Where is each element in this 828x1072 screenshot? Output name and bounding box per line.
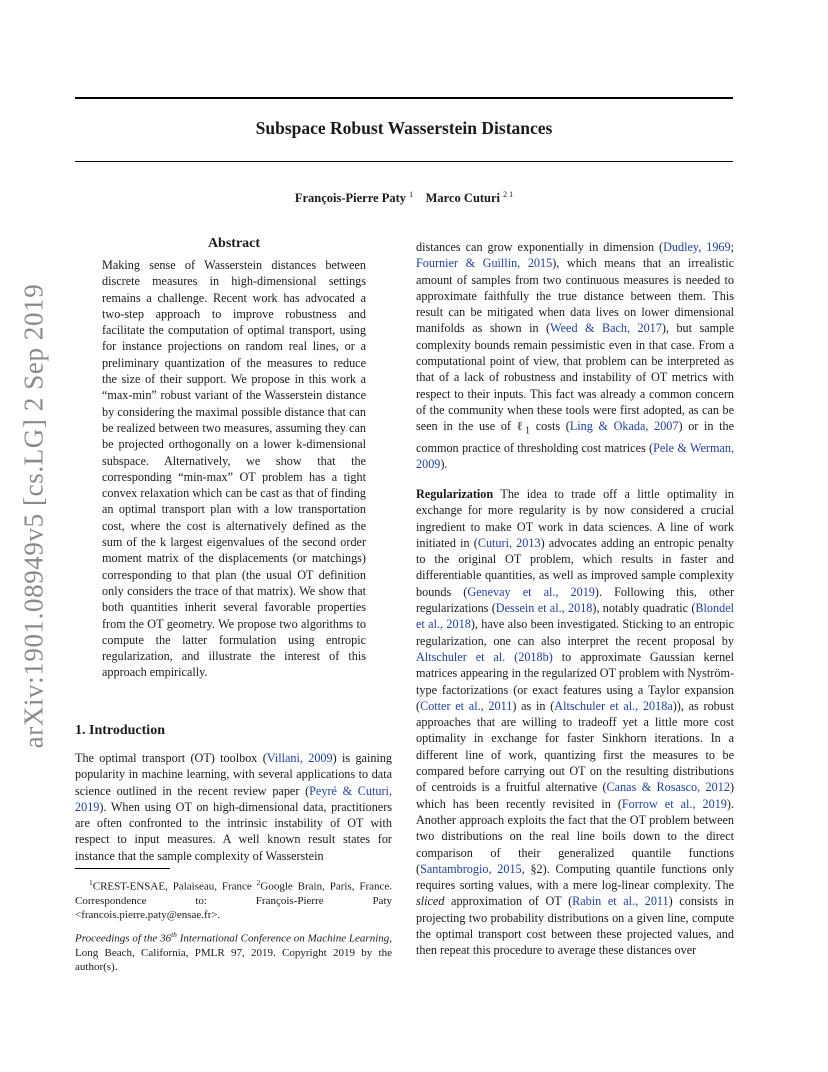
citation-link[interactable]: Fournier & Guillin, 2015	[416, 256, 553, 271]
body-text: , §2). Computing quantile functions only requires sorting values, with a mere log-linear complexity. The	[416, 861, 734, 893]
body-text: The idea to trade off a little optimality in exchange for more regularity is by now considered a crucial ingredient to make OT work in data sciences. A line of work initiated in (	[416, 487, 734, 550]
citation-link[interactable]: Forrow et al., 2019	[621, 796, 727, 811]
subscript: 1	[525, 425, 531, 437]
body-text: ), notably quadratic (	[592, 601, 696, 616]
body-text: ). When using OT on high-dimensional data, practitioners are often confronted to the intrinsic instability of OT with respect to input measures. A well known result states for instance that the sample complexity of Wasserstein	[75, 799, 392, 863]
author-affiliation-mark: 1	[409, 190, 414, 199]
body-text: The optimal transport (OT) toolbox (	[75, 751, 267, 765]
body-text: ). Following this, other regularizations (	[416, 584, 735, 616]
body-text: ) as in (	[512, 698, 555, 713]
body-text: approximation of OT (	[444, 894, 573, 909]
introduction-paragraph	[75, 750, 392, 864]
citation-link[interactable]: Altschuler et al. (2018b)	[416, 649, 553, 664]
author-name: François-Pierre Paty	[294, 191, 406, 206]
citation-link[interactable]: Cuturi, 2013	[477, 535, 541, 550]
citation-link[interactable]: Dudley, 1969	[663, 240, 731, 254]
arxiv-side-stamp	[14, 283, 54, 749]
right-column-paragraph-1	[416, 239, 734, 473]
abstract-body: Making sense of Wasserstein distances between discrete measures in high-dimensional settings remains a challenge. Recent work has advocated a two-step approach to improve robustness and facilitate the computation of optimal transport, using for instance projections on random real lines, or a preliminary quantization of the measures to reduce the size of their support. We propose in this work a “max-min” robust variant of the Wasserstein distance by considering the maximal possible distance that can be realized between two measures, assuming they can be projected orthogonally on a lower k-dimensional subspace. Alternatively, we show that the corresponding “min-max” OT problem has a tight convex relaxation which can be cast as that of finding an optimal transport plan with a low transportation cost, where the cost is alternatively defined as the sum of the k largest eigenvalues of the second order moment matrix of the displacements (or matchings) corresponding to that plan (the usual OT definition only considers the trace of that matrix). We show that both quantities inherit several favorable properties from the OT geometry. We propose two algorithms to compute the latter formulation using entropic regularization, and illustrate the interest of this approach empirically.	[102, 258, 366, 680]
body-text: ) consists in projecting two probability distributions on a given line, compute the optimal transport cost between these projected values, and then repeat this procedure to average these distances over	[416, 894, 734, 958]
citation-link[interactable]: Altschuler et al., 2018a	[554, 698, 673, 713]
body-text: ), have also been investigated. Sticking to an entropic regularization, one can also interpret the recent proposal by	[416, 617, 735, 648]
emphasis-text: sliced	[416, 894, 445, 909]
footnote-text: Google Brain, Paris, France. Correspondence to: François-Pierre Paty <francois.pierre.paty@ensae.fr>.	[75, 880, 393, 922]
affiliation-footnote	[75, 876, 392, 922]
citation-link[interactable]: Dessein et al., 2018	[495, 601, 593, 616]
proceedings-text: International Conference on Machine Learning	[176, 932, 390, 945]
body-text: ).	[440, 457, 448, 472]
footnote-mark: 2	[256, 878, 261, 887]
body-text: to approximate Gaussian kernel matrices appearing in the regularized OT problem with Nyström-type factorizations (or exact features using a Taylor expansion (	[416, 649, 734, 713]
footnote-mark: 1	[89, 878, 93, 887]
paper-title: Subspace Robust Wasserstein Distances	[255, 118, 553, 138]
paragraph-label: Regularization	[416, 487, 494, 501]
introduction-heading: 1. Introduction	[75, 723, 165, 738]
author-line	[75, 190, 733, 206]
body-text: ) advocates adding an entropic penalty to the original OT problem, which results in faster and differentiable quantities, as well as improved sample complexity bounds (	[416, 535, 734, 599]
body-text: ), but sample complexity bounds remain pessimistic even in that case. From a computational point of view, that problem can be interpreted as that of a lack of robustness and instability of OT metrics with respect to their inputs. This fact was already a common concern of the community when these tools were first adopted, as can be seen in the use of ℓ	[416, 321, 734, 434]
body-text: ) or in the common practice of thresholding cost matrices (	[416, 419, 734, 455]
citation-link[interactable]: Rabin et al., 2011	[572, 894, 669, 909]
body-text: distances can grow exponentially in dimension (	[416, 240, 664, 254]
citation-link[interactable]: Blondel et al., 2018	[416, 601, 734, 632]
body-text: ), which means that an irrealistic amount of samples from two continuous measures is needed to approximate faithfully the true distance between them. This result can be mitigated when data lives on lower dimensional manifolds as shown in (	[416, 256, 734, 336]
body-text: ) is gaining popularity in machine learning, with several applications to data science outlined in the recent review paper (	[75, 751, 393, 798]
proceedings-note	[75, 928, 392, 974]
regularization-paragraph	[416, 486, 734, 959]
citation-link[interactable]: Ling & Okada, 2007	[569, 419, 679, 434]
footnote-text: CREST-ENSAE, Palaiseau, France	[92, 880, 257, 893]
proceedings-superscript: th	[171, 930, 177, 939]
author-name: Marco Cuturi	[425, 191, 501, 206]
citation-link[interactable]: Weed & Bach, 2017	[550, 321, 662, 336]
citation-link[interactable]: Canas & Rosasco, 2012	[606, 780, 730, 795]
author-affiliation-mark: 2 1	[503, 190, 514, 199]
proceedings-text: Proceedings of the 36	[75, 932, 172, 945]
citation-link[interactable]: Pele & Werman, 2009	[416, 441, 734, 472]
footnote-rule	[75, 868, 170, 869]
title-top-rule	[75, 97, 733, 99]
body-text: costs (	[530, 419, 570, 434]
citation-link[interactable]: Genevay et al., 2019	[467, 584, 595, 599]
body-text: ;	[730, 240, 734, 254]
arxiv-identifier: arXiv:1901.08949v5 [cs.LG] 2 Sep 2019	[18, 283, 49, 749]
citation-link[interactable]: Villani, 2009	[266, 751, 333, 765]
proceedings-text: , Long Beach, California, PMLR 97, 2019. Copyright 2019 by the author(s).	[75, 932, 392, 974]
abstract-heading: Abstract	[207, 236, 261, 251]
citation-link[interactable]: Cotter et al., 2011	[420, 698, 513, 713]
citation-link[interactable]: Santambrogio, 2015	[420, 861, 522, 876]
body-text: ). Another approach exploits the fact that the OT problem between two distributions on the real line boils down to the direct comparison of their generalized quantile functions (	[416, 796, 734, 876]
body-text: )), as robust approaches that are willing to tradeoff yet a little more cost optimality in exchange for faster Sinkhorn iterations. In a different line of work, quantizing first the measures to be compared before carrying out OT on the resulting distributions of centroids is a fruitful alternative (	[416, 698, 734, 795]
body-text: ) which has been recently revisited in (	[416, 780, 734, 811]
title-bottom-rule	[75, 161, 733, 162]
citation-link[interactable]: Peyré & Cuturi, 2019	[75, 783, 392, 814]
